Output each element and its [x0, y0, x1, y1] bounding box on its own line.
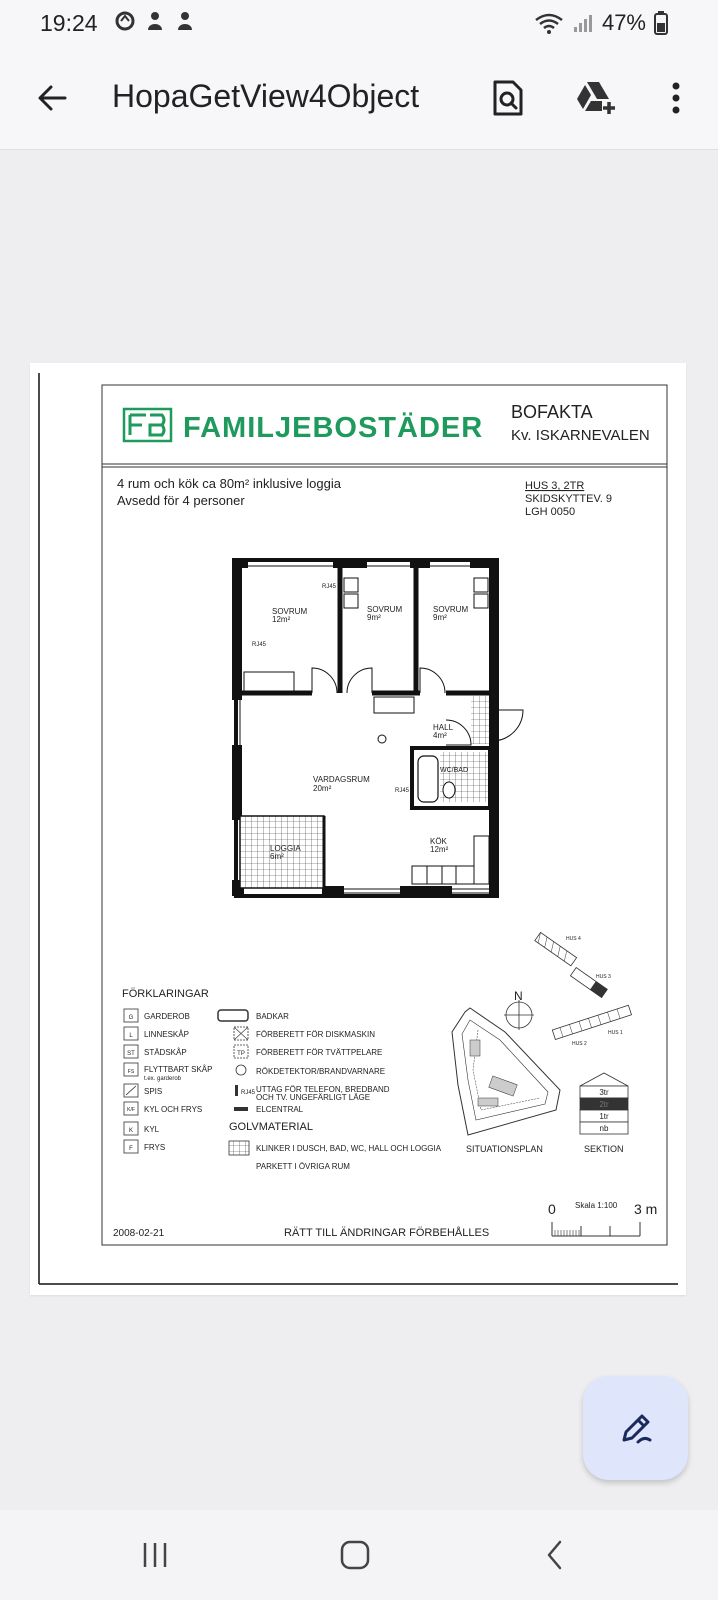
room-sovrum-2: SOVRUM: [367, 605, 403, 614]
legend-frys: FRYS: [144, 1143, 166, 1152]
back-nav-button[interactable]: [530, 1530, 580, 1580]
legend-tvattpelare: FÖRBERETT FÖR TVÄTTPELARE: [256, 1048, 383, 1057]
room-sovrum-1: SOVRUM: [272, 607, 308, 616]
section-floor: 1tr: [599, 1112, 609, 1121]
legend-diskmaskin: FÖRBERETT FÖR DISKMASKIN: [256, 1030, 375, 1039]
room-hall-area: 4m²: [433, 731, 447, 740]
hus-label: HUS 3, 2TR: [525, 480, 585, 492]
legend-symbol: RJ45: [241, 1090, 256, 1096]
scale-end: 3 m: [634, 1201, 658, 1217]
room-kok: KÖK: [430, 837, 447, 846]
back-icon: [544, 1539, 566, 1571]
recent-apps-button[interactable]: [130, 1530, 180, 1580]
legend-symbol: TP: [237, 1051, 245, 1057]
apartment-description: 4 rum och kök ca 80m² inklusive loggia: [117, 476, 341, 491]
room-kok-area: 12m²: [430, 845, 449, 854]
legend-elcentral: ELCENTRAL: [256, 1105, 304, 1114]
rights-reserved-note: RÄTT TILL ÄNDRINGAR FÖRBEHÅLLES: [284, 1227, 490, 1239]
room-sovrum-3: SOVRUM: [433, 605, 469, 614]
scale-label: Skala 1:100: [575, 1201, 618, 1210]
floor-plan: [232, 558, 523, 896]
legend-garderob: GARDEROB: [144, 1012, 190, 1021]
legend-symbol: K/F: [127, 1107, 135, 1113]
legend-list-2: [218, 1010, 442, 1171]
site-hus-2: HUS 2: [572, 1041, 587, 1047]
room-sovrum-2-area: 9m²: [367, 613, 381, 622]
rj45-marker: RJ45: [395, 788, 410, 794]
section-floor-highlighted: 2tr: [599, 1100, 609, 1109]
edit-fab-button[interactable]: [583, 1376, 688, 1480]
legend-symbol: G: [128, 1015, 134, 1021]
rj45-marker: RJ45: [252, 642, 267, 648]
room-loggia-area: 6m²: [270, 852, 284, 861]
legend-badkar: BADKAR: [256, 1012, 289, 1021]
battery-percent: 47%: [601, 10, 646, 35]
legend-title: FÖRKLARINGAR: [122, 988, 209, 1000]
legend-stadskap: STÄDSKÅP: [144, 1048, 187, 1057]
legend-linneskap: LINNESKÅP: [144, 1030, 189, 1039]
lgh-label: LGH 0050: [525, 506, 576, 518]
status-time: 19:24: [40, 10, 98, 36]
section-floor: nb: [599, 1124, 609, 1133]
app-title: HopaGetView4Object: [112, 78, 420, 114]
section-floor: 3tr: [599, 1088, 609, 1097]
apartment-occupancy: Avsedd för 4 personer: [117, 493, 245, 508]
golvmaterial-title: GOLVMATERIAL: [229, 1121, 313, 1133]
edit-pen-icon: [616, 1408, 656, 1448]
compass-north: N: [514, 989, 523, 1003]
home-icon: [339, 1539, 371, 1571]
sektion-label: SEKTION: [584, 1144, 624, 1154]
legend-symbol: ST: [127, 1051, 135, 1057]
document-date: 2008-02-21: [113, 1228, 165, 1239]
room-hall: HALL: [433, 723, 454, 732]
familjebostader-logo: [124, 409, 171, 441]
legend-flyttbart-skap: FLYTTBART SKÅP: [144, 1065, 213, 1074]
legend-uttag-line2: OCH TV. UNGEFÄRLIGT LÄGE: [256, 1093, 371, 1102]
legend-kyl-och-frys: KYL OCH FRYS: [144, 1105, 203, 1114]
brand-name: FAMILJEBOSTÄDER: [183, 412, 484, 444]
legend-list: [124, 1009, 212, 1153]
legend-symbol: FS: [127, 1069, 135, 1075]
room-sovrum-1-area: 12m²: [272, 615, 291, 624]
legend-flyttbart-skap-note: t.ex. garderob: [144, 1076, 182, 1082]
kv-name: Kv. ISKARNEVALEN: [511, 427, 650, 444]
bofakta-title: BOFAKTA: [511, 402, 593, 422]
legend-symbol: K: [128, 1128, 134, 1134]
scale-bar: [548, 1201, 657, 1236]
site-hus-1: HUS 1: [608, 1030, 623, 1036]
room-vardagsrum: VARDAGSRUM: [313, 775, 370, 784]
home-button[interactable]: [330, 1530, 380, 1580]
golv-klinker: KLINKER I DUSCH, BAD, WC, HALL OCH LOGGIA: [256, 1144, 442, 1153]
room-vardagsrum-area: 20m²: [313, 784, 332, 793]
building-section: [580, 1073, 628, 1154]
room-loggia: LOGGIA: [270, 844, 301, 853]
recent-apps-icon: [140, 1540, 170, 1570]
site-hus-4: HUS 4: [566, 936, 581, 942]
legend-rokdetektor: RÖKDETEKTOR/BRANDVARNARE: [256, 1067, 386, 1076]
situationsplan-label: SITUATIONSPLAN: [466, 1144, 543, 1154]
legend-symbol: L: [129, 1033, 133, 1039]
site-hus-3: HUS 3: [596, 974, 611, 980]
room-wc-bad: WC/BAD: [440, 767, 468, 774]
legend-uttag: UTTAG FÖR TELEFON, BREDBAND: [256, 1085, 390, 1094]
legend-kyl: KYL: [144, 1125, 160, 1134]
golv-parkett: PARKETT I ÖVRIGA RUM: [256, 1162, 350, 1171]
room-sovrum-3-area: 9m²: [433, 613, 447, 622]
scale-zero: 0: [548, 1201, 556, 1217]
legend-spis: SPIS: [144, 1087, 163, 1096]
address-label: SKIDSKYTTEV. 9: [525, 493, 613, 505]
legend-symbol: F: [129, 1146, 133, 1152]
rj45-marker: RJ45: [322, 584, 337, 590]
system-navigation-bar: [0, 1510, 718, 1600]
